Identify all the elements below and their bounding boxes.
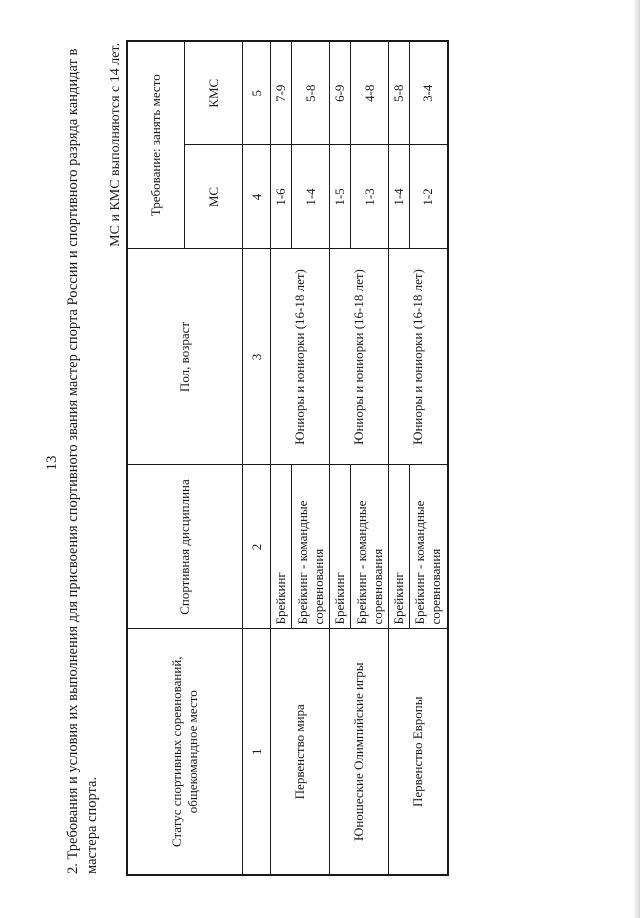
ms-cell: 1-6 — [271, 145, 292, 249]
header-requirement: Требование: занять место — [127, 41, 185, 249]
status-cell: Первенство мира — [271, 629, 330, 875]
kms-cell: 3-4 — [410, 41, 448, 145]
page-number: 13 — [44, 455, 60, 471]
col-number: 1 — [243, 629, 271, 875]
header-row — [127, 41, 185, 875]
ms-cell: 1-2 — [410, 145, 448, 249]
ms-cell: 1-4 — [292, 145, 330, 249]
discipline-cell: Брейкинг - командные соревнования — [292, 465, 330, 629]
column-number-row — [243, 41, 271, 875]
kms-cell: 4-8 — [351, 41, 389, 145]
kms-cell: 6-9 — [330, 41, 351, 145]
kms-cell: 5-8 — [389, 41, 410, 145]
col-number: 4 — [243, 145, 271, 249]
requirements-table — [126, 40, 449, 876]
header-ms: МС — [185, 145, 243, 249]
header-kms: КМС — [185, 41, 243, 145]
section-heading: 2. Требования и условия их выполнения для присвоения спортивного звания мастер спорта России и спортивного разряда кандидат в мастера спорта. — [65, 48, 100, 874]
status-cell: Юношеские Олимпийские игры — [330, 629, 389, 875]
status-cell: Первенство Европы — [389, 629, 448, 875]
header-gender-age: Пол, возраст — [127, 249, 243, 465]
table-row — [271, 41, 292, 875]
table-row — [330, 41, 351, 875]
header-status: Статус спортивных соревнований, общекомандное место — [127, 629, 243, 875]
discipline-cell: Брейкинг — [389, 465, 410, 629]
header-discipline: Спортивная дисциплина — [127, 465, 243, 629]
ms-cell: 1-3 — [351, 145, 389, 249]
col-number: 5 — [243, 41, 271, 145]
ms-cell: 1-5 — [330, 145, 351, 249]
gender-age-cell: Юниоры и юниорки (16-18 лет) — [271, 249, 330, 465]
ms-cell: 1-4 — [389, 145, 410, 249]
kms-cell: 5-8 — [292, 41, 330, 145]
age-note: МС и КМС выполняются с 14 лет. — [108, 43, 123, 247]
discipline-cell: Брейкинг - командные соревнования — [410, 465, 448, 629]
col-number: 2 — [243, 465, 271, 629]
gender-age-cell: Юниоры и юниорки (16-18 лет) — [330, 249, 389, 465]
table-row — [389, 41, 410, 875]
discipline-cell: Брейкинг - командные соревнования — [351, 465, 389, 629]
gender-age-cell: Юниоры и юниорки (16-18 лет) — [389, 249, 448, 465]
discipline-cell: Брейкинг — [271, 465, 292, 629]
discipline-cell: Брейкинг — [330, 465, 351, 629]
kms-cell: 7-9 — [271, 41, 292, 145]
col-number: 3 — [243, 249, 271, 465]
